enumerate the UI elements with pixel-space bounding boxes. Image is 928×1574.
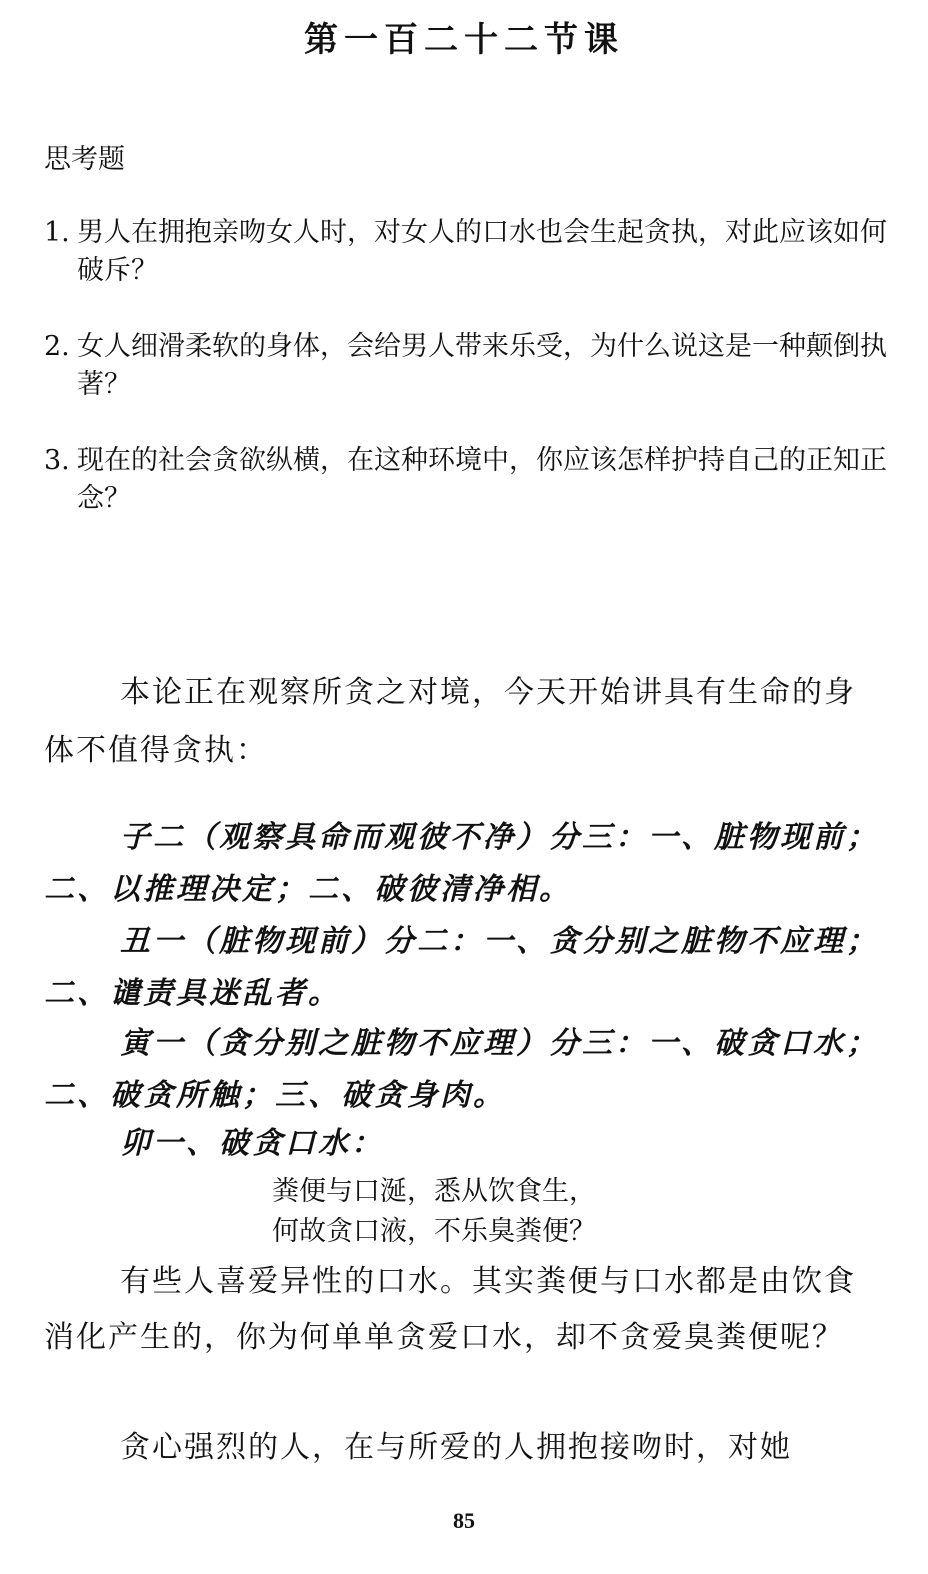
question-text: 男人在拥抱亲吻女人时，对女人的口水也会生起贪执，对此应该如何破斥？	[77, 217, 887, 286]
intro-paragraph: 本论正在观察所贪之对境，今天开始讲具有生命的身体不值得贪执：	[44, 675, 856, 768]
verse-block	[272, 1172, 596, 1252]
commentary-paragraph: 有些人喜爱异性的口水。其实粪便与口水都是由饮食消化产生的，你为何单单贪爱口水，却不贪爱臭粪便呢？	[44, 1264, 856, 1355]
verse-line: 粪便与口涎，悉从饮食生，	[272, 1176, 596, 1207]
question-2	[44, 328, 894, 404]
question-3	[44, 442, 894, 518]
page-title: 第一百二十二节课	[304, 20, 624, 60]
question-text: 女人细滑柔软的身体，会给男人带来乐受，为什么说这是一种颠倒执著？	[77, 331, 887, 400]
question-1	[44, 214, 894, 290]
outline-heading-chou1: 丑一（脏物现前）分二：一、贪分别之脏物不应理；二、谴责具迷乱者。	[44, 924, 879, 1011]
question-text: 现在的社会贪欲纵横，在这种环境中，你应该怎样护持自己的正知正念？	[77, 445, 887, 514]
outline-heading-mao1: 卯一、破贪口水：	[120, 1126, 384, 1161]
outline-heading-zi2: 子二（观察具命而观彼不净）分三：一、脏物现前；二、以推理决定；二、破彼清净相。	[44, 820, 879, 907]
question-number: 3.	[44, 445, 70, 476]
question-number: 1.	[44, 217, 70, 248]
questions-heading: 思考题	[44, 144, 125, 175]
outline-heading-yin1: 寅一（贪分别之脏物不应理）分三：一、破贪口水；二、破贪所触；三、破贪身肉。	[44, 1026, 879, 1113]
page-number: 85	[453, 1508, 475, 1533]
commentary-paragraph: 贪心强烈的人，在与所爱的人拥抱接吻时，对她	[120, 1430, 792, 1465]
verse-line: 何故贪口液，不乐臭粪便？	[272, 1216, 596, 1247]
question-number: 2.	[44, 331, 70, 362]
